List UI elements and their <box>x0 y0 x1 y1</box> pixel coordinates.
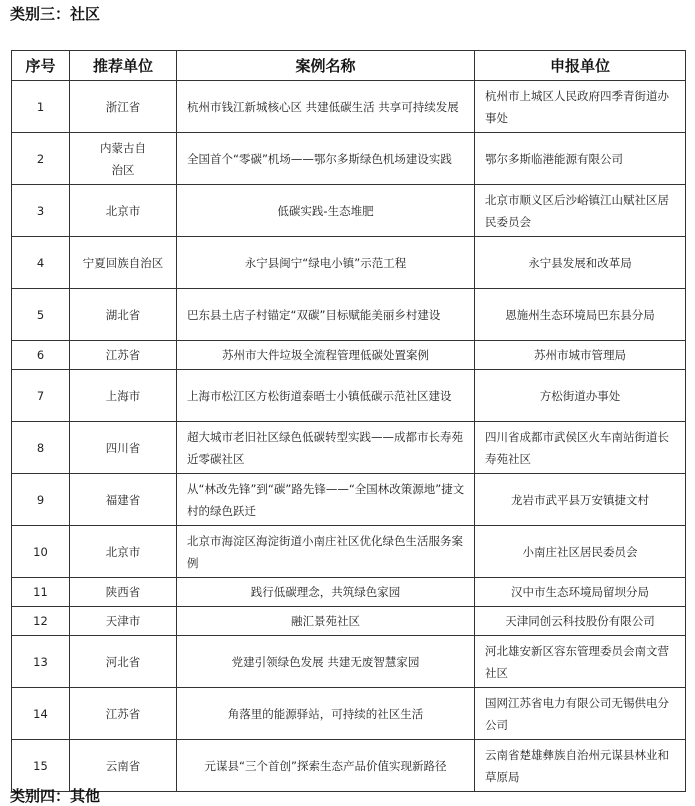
table-row <box>12 578 686 607</box>
cell-case: 元谋县“三个首创”探索生态产品价值实现新路径 <box>177 740 475 792</box>
cell-no: 10 <box>12 526 70 578</box>
table-header-row <box>12 51 686 81</box>
cell-applicant: 北京市顺义区后沙峪镇江山赋社区居民委员会 <box>475 185 686 237</box>
cell-recommender: 四川省 <box>70 422 177 474</box>
cell-case: 北京市海淀区海淀街道小南庄社区优化绿色生活服务案例 <box>177 526 475 578</box>
cell-case: 全国首个“零碳”机场——鄂尔多斯绿色机场建设实践 <box>177 133 475 185</box>
cell-case: 超大城市老旧社区绿色低碳转型实践——成都市长寿苑近零碳社区 <box>177 422 475 474</box>
cell-applicant: 国网江苏省电力有限公司无锡供电分公司 <box>475 688 686 740</box>
cell-applicant: 鄂尔多斯临港能源有限公司 <box>475 133 686 185</box>
case-table <box>11 50 686 792</box>
table-row <box>12 636 686 688</box>
cell-no: 12 <box>12 607 70 636</box>
cell-no: 14 <box>12 688 70 740</box>
cell-no: 15 <box>12 740 70 792</box>
cell-recommender: 北京市 <box>70 185 177 237</box>
cell-recommender: 江苏省 <box>70 688 177 740</box>
cell-no: 3 <box>12 185 70 237</box>
cell-case: 践行低碳理念，共筑绿色家园 <box>177 578 475 607</box>
cell-no: 11 <box>12 578 70 607</box>
cell-case: 苏州市大件垃圾全流程管理低碳处置案例 <box>177 341 475 370</box>
cell-applicant: 恩施州生态环境局巴东县分局 <box>475 289 686 341</box>
cell-recommender: 云南省 <box>70 740 177 792</box>
cell-no: 6 <box>12 341 70 370</box>
cell-applicant: 汉中市生态环境局留坝分局 <box>475 578 686 607</box>
header-applicant: 申报单位 <box>475 51 686 81</box>
cell-case: 上海市松江区方松街道泰晤士小镇低碳示范社区建设 <box>177 370 475 422</box>
cell-case: 党建引领绿色发展 共建无废智慧家园 <box>177 636 475 688</box>
cell-applicant: 苏州市城市管理局 <box>475 341 686 370</box>
cell-recommender: 湖北省 <box>70 289 177 341</box>
cell-applicant: 小南庄社区居民委员会 <box>475 526 686 578</box>
table-row <box>12 289 686 341</box>
cell-recommender-text: 内蒙古自治区 <box>100 140 146 177</box>
table-row <box>12 474 686 526</box>
header-no: 序号 <box>12 51 70 81</box>
cell-recommender: 北京市 <box>70 526 177 578</box>
header-recommender: 推荐单位 <box>70 51 177 81</box>
cell-recommender: 宁夏回族自治区 <box>70 237 177 289</box>
cell-case: 角落里的能源驿站，可持续的社区生活 <box>177 688 475 740</box>
table-row <box>12 81 686 133</box>
cell-applicant: 杭州市上城区人民政府四季青街道办事处 <box>475 81 686 133</box>
cell-recommender: 江苏省 <box>70 341 177 370</box>
cell-recommender: 陕西省 <box>70 578 177 607</box>
table-row <box>12 688 686 740</box>
cell-no: 5 <box>12 289 70 341</box>
cell-case: 永宁县闽宁“绿电小镇”示范工程 <box>177 237 475 289</box>
cell-applicant: 永宁县发展和改革局 <box>475 237 686 289</box>
cell-applicant: 龙岩市武平县万安镇捷文村 <box>475 474 686 526</box>
cell-applicant: 河北雄安新区容东管理委员会南文营社区 <box>475 636 686 688</box>
cell-recommender: 河北省 <box>70 636 177 688</box>
table-row <box>12 526 686 578</box>
table-row <box>12 341 686 370</box>
cell-case: 融汇景苑社区 <box>177 607 475 636</box>
table-row <box>12 422 686 474</box>
cell-applicant: 云南省楚雄彝族自治州元谋县林业和草原局 <box>475 740 686 792</box>
table-row <box>12 740 686 792</box>
table-row <box>12 133 686 185</box>
cell-case: 杭州市钱江新城核心区 共建低碳生活 共享可持续发展 <box>177 81 475 133</box>
cell-no: 7 <box>12 370 70 422</box>
cell-case: 低碳实践-生态堆肥 <box>177 185 475 237</box>
cell-no: 8 <box>12 422 70 474</box>
cell-no: 4 <box>12 237 70 289</box>
table-row <box>12 370 686 422</box>
cell-recommender: 上海市 <box>70 370 177 422</box>
cell-no: 1 <box>12 81 70 133</box>
cell-applicant: 方松街道办事处 <box>475 370 686 422</box>
cell-no: 13 <box>12 636 70 688</box>
cell-no: 9 <box>12 474 70 526</box>
cell-recommender: 福建省 <box>70 474 177 526</box>
header-case: 案例名称 <box>177 51 475 81</box>
cell-applicant: 天津同创云科技股份有限公司 <box>475 607 686 636</box>
cell-no: 2 <box>12 133 70 185</box>
section-heading: 类别三：社区 <box>10 5 101 23</box>
cell-recommender <box>70 133 177 185</box>
next-section-heading: 类别四：其他 <box>10 787 101 805</box>
cell-case: 巴东县土店子村锚定“双碳”目标赋能美丽乡村建设 <box>177 289 475 341</box>
cell-applicant: 四川省成都市武侯区火车南站街道长寿苑社区 <box>475 422 686 474</box>
cell-case: 从“林改先锋”到“碳”路先锋——“全国林改策源地”捷文村的绿色跃迁 <box>177 474 475 526</box>
cell-recommender: 天津市 <box>70 607 177 636</box>
table-row <box>12 607 686 636</box>
table-row <box>12 185 686 237</box>
table-row <box>12 237 686 289</box>
cell-recommender: 浙江省 <box>70 81 177 133</box>
